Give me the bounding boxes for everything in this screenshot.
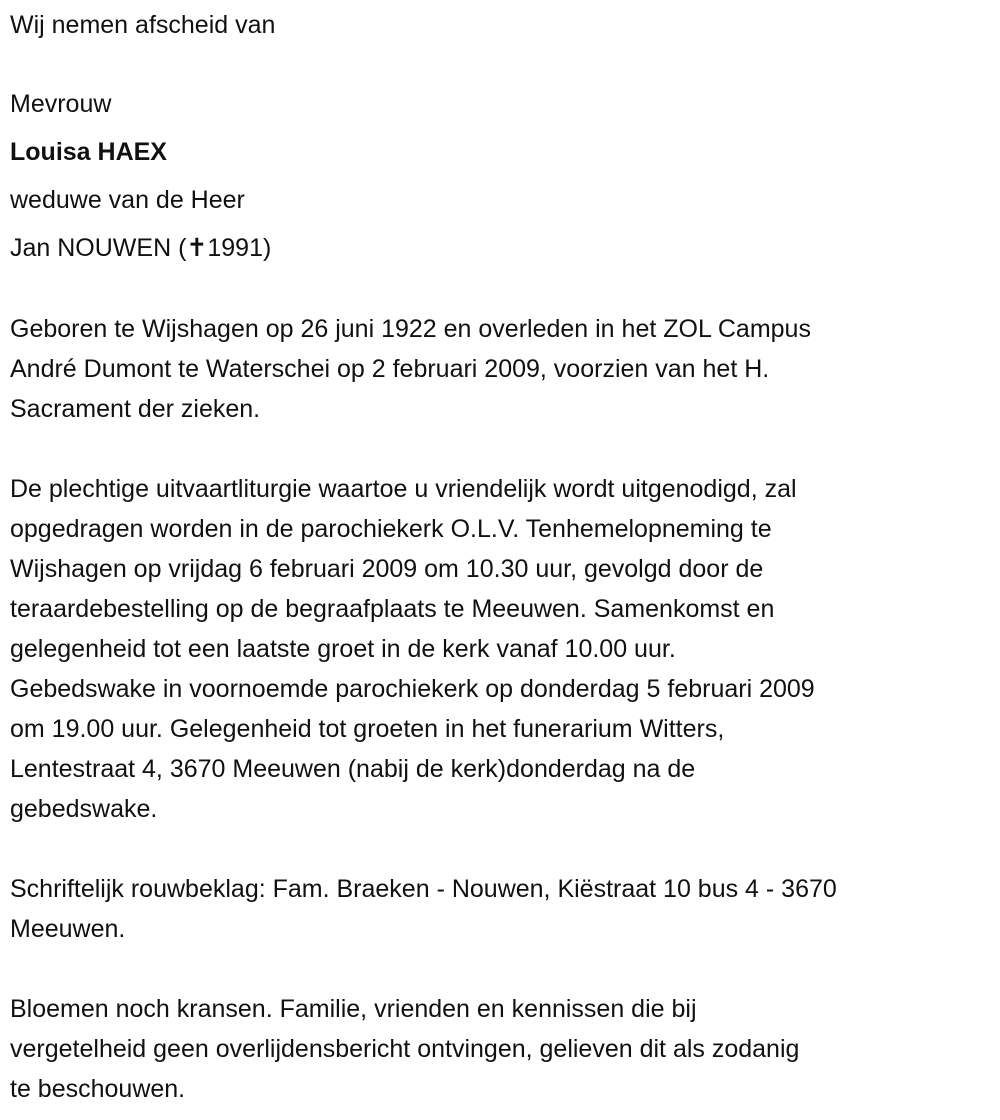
text-line: om 19.00 uur. Gelegenheid tot groeten in het funerarium Witters, bbox=[10, 715, 725, 743]
text-line: te beschouwen. bbox=[10, 1075, 186, 1103]
deceased-name: Louisa HAEX bbox=[10, 138, 167, 166]
intro-text: Wij nemen afscheid van bbox=[10, 11, 276, 39]
text-line: Wijshagen op vrijdag 6 februari 2009 om 10.30 uur, gevolgd door de bbox=[10, 555, 764, 583]
name-block bbox=[10, 80, 990, 272]
text-line: Gebedswake in voornoemde parochiekerk op donderdag 5 februari 2009 bbox=[10, 675, 815, 703]
text-line: vergetelheid geen overlijdensbericht ontvingen, gelieven dit als zodanig bbox=[10, 1035, 800, 1063]
text-line: Geboren te Wijshagen op 26 juni 1922 en overleden in het ZOL Campus bbox=[10, 315, 811, 343]
paragraph-condolences bbox=[10, 869, 990, 949]
text-line: gebedswake. bbox=[10, 795, 158, 823]
relation-text: weduwe van de Heer bbox=[10, 186, 245, 214]
spouse-text: Jan NOUWEN (✝1991) bbox=[10, 234, 272, 262]
text-line: Meeuwen. bbox=[10, 915, 126, 943]
text-line: teraardebestelling op de begraafplaats te Meeuwen. Samenkomst en bbox=[10, 595, 775, 623]
text-line: Lentestraat 4, 3670 Meeuwen (nabij de kerk)donderdag na de bbox=[10, 755, 696, 783]
text-line: De plechtige uitvaartliturgie waartoe u vriendelijk wordt uitgenodigd, zal bbox=[10, 475, 797, 503]
paragraph-flowers bbox=[10, 989, 990, 1109]
text-line: Bloemen noch kransen. Familie, vrienden en kennissen die bij bbox=[10, 995, 697, 1023]
text-line: gelegenheid tot een laatste groet in de kerk vanaf 10.00 uur. bbox=[10, 635, 676, 663]
text-line: André Dumont te Waterschei op 2 februari 2009, voorzien van het H. bbox=[10, 355, 770, 383]
title-text: Mevrouw bbox=[10, 90, 112, 118]
text-line: Schriftelijk rouwbeklag: Fam. Braeken - Nouwen, Kiëstraat 10 bus 4 - 3670 bbox=[10, 875, 837, 903]
text-line: Sacrament der zieken. bbox=[10, 395, 261, 423]
text-line: opgedragen worden in de parochiekerk O.L.V. Tenhemelopneming te bbox=[10, 515, 772, 543]
paragraph-birth-death bbox=[10, 309, 990, 429]
paragraph-funeral bbox=[10, 469, 990, 829]
